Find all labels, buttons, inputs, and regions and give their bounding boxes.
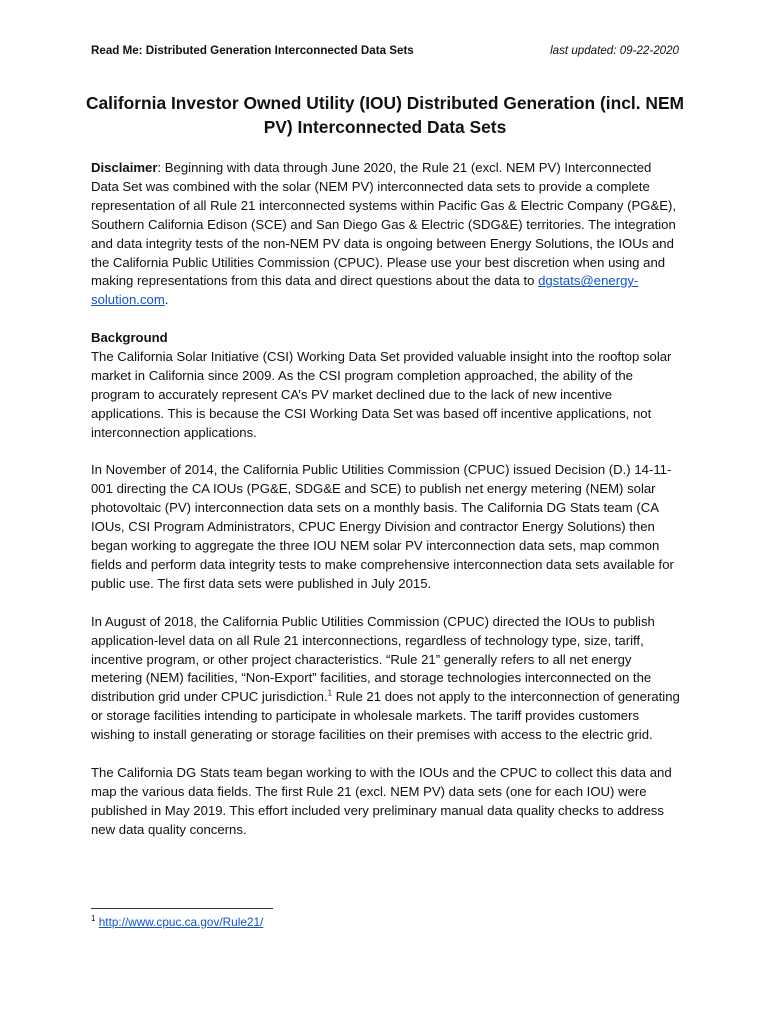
header-title: Read Me: Distributed Generation Interconnected Data Sets: [91, 44, 414, 57]
footnote-link[interactable]: http://www.cpuc.ca.gov/Rule21/: [98, 915, 264, 929]
footnote-reference: 1: [327, 688, 333, 698]
background-text-1: The California Solar Initiative (CSI) Working Data Set provided valuable insight into the rooftop solar market in California since 2009. As the CSI program completion approached, the ability of the program to accurately represent CA’s PV market declined due to the lack of new incentive applications. This is because the CSI Working Data Set was based off incentive applications, not interconnection applications.: [91, 349, 672, 440]
background-paragraph-2: In November of 2014, the California Public Utilities Commission (CPUC) issued Decision (D.) 14-11-001 directing the CA IOUs (PG&E, SDG&E and SCE) to publish net energy metering (NEM) solar photovoltaic (PV) interconnection data sets on a monthly basis. The California DG Stats team (CA IOUs, CSI Program Administrators, CPUC Energy Division and contractor Energy Solutions) then began working to aggregate the three IOU NEM solar PV interconnection data sets, map common fields and perform data integrity tests to make comprehensive interconnection data sets available for public use. The first data sets were published in July 2015.: [91, 462, 674, 591]
background-paragraph-3: [91, 613, 681, 745]
disclaimer-end: .: [164, 292, 169, 308]
document-title: California Investor Owned Utility (IOU) Distributed Generation (incl. NEM PV) Interconnected Data Sets: [85, 93, 685, 137]
disclaimer-paragraph: [91, 159, 681, 310]
background-paragraph-4: The California DG Stats team began working to with the IOUs and the CPUC to collect this data and map the various data fields. The first Rule 21 (excl. NEM PV) data sets (one for each IOU) were published in May 2019. This effort included very preliminary manual data quality checks to address new data quality concerns.: [91, 764, 672, 837]
background-paragraph-1: [91, 329, 681, 442]
last-updated-date: last updated: 09-22-2020: [550, 44, 679, 57]
footnote-divider: [91, 908, 273, 909]
background-text-3a: In August of 2018, the California Public Utilities Commission (CPUC) directed the IOUs to publish application-level data on all Rule 21 interconnections, regardless of technology type, size, tariff, incentive program, or other project characteristics. “Rule 21” generally refers to all net energy metering (NEM) facilities, “Non-Export” facilities, and storage technologies interconnected on the distribution grid under CPUC jurisdiction.: [91, 613, 655, 705]
footnote: [91, 914, 263, 930]
background-heading: Background: [91, 330, 168, 346]
disclaimer-text: : Beginning with data through June 2020, the Rule 21 (excl. NEM PV) Interconnected Data Set was combined with the solar (NEM PV) interconnected data sets to provide a complete representation of all Rule 21 interconnected systems within Pacific Gas & Electric Company (PG&E), Southern California Edison (SCE) and San Diego Gas & Electric (SDG&E) territories. The integration and data integrity tests of the non-NEM PV data is ongoing between Energy Solutions, the IOUs and the California Public Utilities Commission (CPUC). Please use your best discretion when using and making representations from this data and direct questions about the data to: [91, 160, 677, 289]
document-body: [91, 159, 681, 858]
disclaimer-label: Disclaimer: [91, 160, 158, 175]
contact-email-link[interactable]: dgstats@energy-solution.com: [91, 273, 639, 308]
background-text-3b: Rule 21 does not apply to the interconnection of generating or storage facilities intending to participate in wholesale markets. The tariff provides customers wishing to install generating or storage facilities on their premises with access to the electric grid.: [91, 689, 680, 743]
running-header: [91, 44, 679, 64]
footnote-marker: 1: [91, 914, 96, 924]
